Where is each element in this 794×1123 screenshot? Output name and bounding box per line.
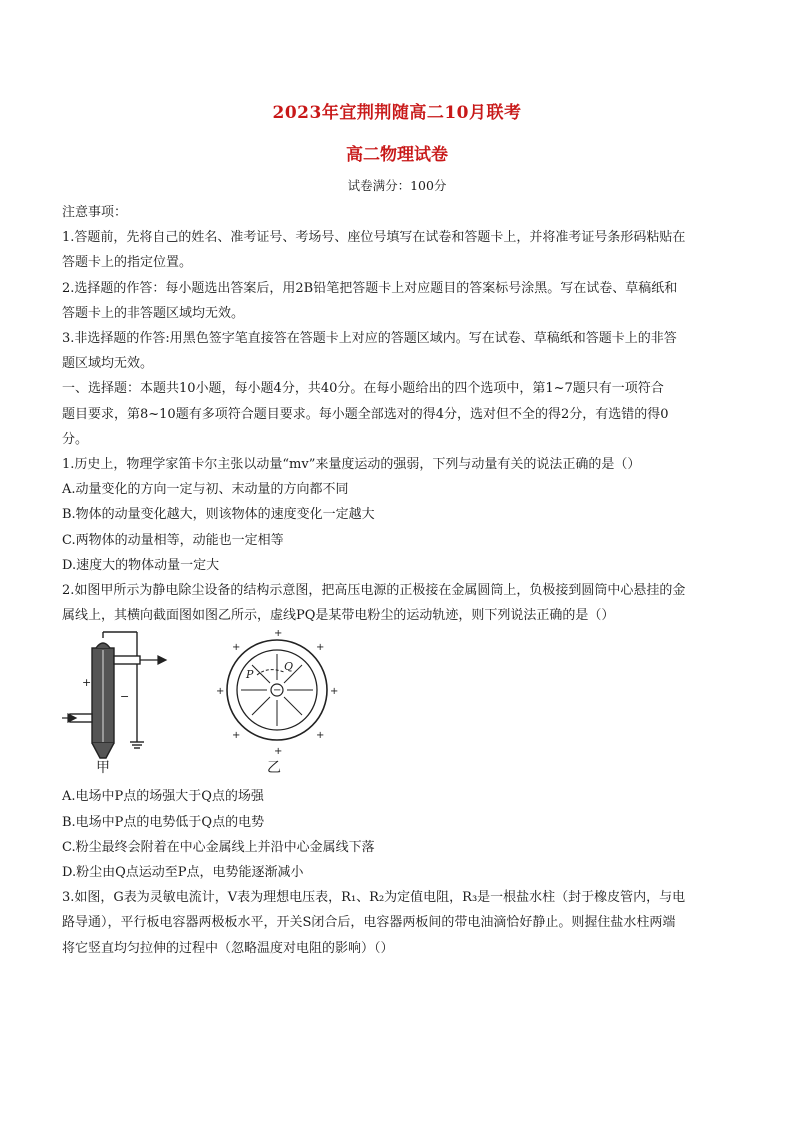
exam-subtitle: 高二物理试卷 [346,145,448,165]
svg-text:+: + [216,686,225,698]
exam-body [62,200,742,961]
notice-heading: 注意事项： [62,205,128,220]
svg-text:+: + [316,730,325,742]
point-p-label: P [246,668,254,682]
notice-item-2-line-1: 2.选择题的作答：每小题选出答案后，用2B铅笔把答题卡上对应题目的答案标号涂黑。写在试卷、草稿纸和 [62,280,678,296]
svg-text:+: + [274,746,283,758]
svg-text:+: + [330,686,339,698]
point-q-label: Q [284,660,294,674]
svg-text:−: − [120,690,130,704]
svg-text:+: + [232,642,241,654]
section-1-line-3: 分。 [62,431,89,447]
q1-option-d: D.速度大的物体动量一定大 [62,557,220,573]
q1-stem: 1.历史上，物理学家笛卡尔主张以动量“mv”来量度运动的强弱，下列与动量有关的说法正确的是（） [62,457,641,473]
q3-stem-line-3: 将它竖直均匀拉伸的过程中（忽略温度对电阻的影响）（） [62,940,394,956]
notice-item-1-line-2: 答题卡上的指定位置。 [62,255,193,271]
full-score: 试卷满分：100分 [347,178,447,193]
figure-b-point-labels [245,660,293,681]
svg-text:+: + [82,676,92,690]
exam-title: 2023年宜荆荆随高二10月联考 [272,103,522,123]
figure-a-label: 甲 [96,760,110,777]
notice-item-1-line-1: 1.答题前，先将自己的姓名、准考证号、考场号、座位号填写在试卷和答题卡上，并将准考证号条形码粘贴在 [62,230,686,246]
q1-option-c: C.两物体的动量相等，动能也一定相等 [62,532,284,548]
q1-option-b: B.物体的动量变化越大，则该物体的速度变化一定越大 [62,507,375,523]
svg-text:+: + [316,642,325,654]
figure-a-cylinder [70,632,144,758]
q2-stem-line-2: 属线上，其横向截面图如图乙所示，虚线PQ是某带电粉尘的运动轨迹，则下列说法正确的是（） [62,608,615,624]
figure-b-signs [216,630,338,757]
q2-stem-line-1: 2.如图甲所示为静电除尘设备的结构示意图，把高压电源的正极接在金属圆筒上，负极接到圆筒中心悬挂的金 [62,583,686,599]
q2-figures [62,630,742,780]
q1-option-a: A.动量变化的方向一定与初、末动量的方向都不同 [62,482,349,498]
q2-option-a: A.电场中P点的场强大于Q点的场强 [62,789,264,805]
svg-text:−: − [273,685,282,697]
q3-stem-line-2: 路导通），平行板电容器两极板水平，开关S闭合后，电容器两板间的带电油滴恰好静止。则握住盐水柱两端 [62,915,676,931]
section-1-line-1: 一、选择题：本题共10小题，每小题4分，共40分。在每小题给出的四个选项中，第1~7题只有一项符合 [62,381,664,397]
svg-text:+: + [274,630,283,640]
section-1-line-2: 题目要求，第8~10题有多项符合题目要求。每小题全部选对的得4分，选对但不全的得2分，有选错的得0 [62,406,669,422]
figure-b-label: 乙 [267,760,281,777]
notice-item-2-line-2: 答题卡上的非答题区域均无效。 [62,305,245,321]
q2-option-d: D.粉尘由Q点运动至P点，电势能逐渐减小 [62,865,304,881]
q2-option-c: C.粉尘最终会附着在中心金属线上并沿中心金属线下落 [62,839,375,855]
svg-text:+: + [232,730,241,742]
q2-option-b: B.电场中P点的电势低于Q点的电势 [62,814,265,830]
notice-item-3-line-2: 题区域均无效。 [62,356,154,372]
q3-stem-line-1: 3.如图，G表为灵敏电流计，V表为理想电压表，R₁、R₂为定值电阻，R₃是一根盐水柱（封于橡皮管内，与电 [62,890,686,906]
notice-item-3-line-1: 3.非选择题的作答:用黑色签字笔直接答在答题卡上对应的答题区域内。写在试卷、草稿纸和答题卡上的非答 [62,331,677,347]
